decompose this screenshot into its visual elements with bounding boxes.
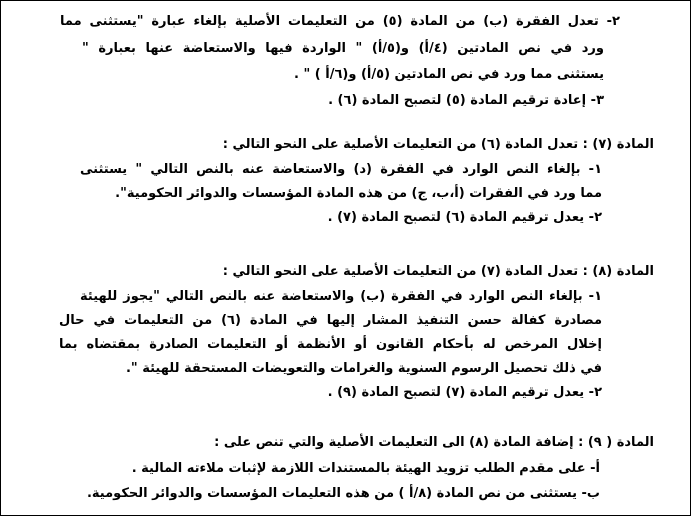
article-9-item-b: ب- يستثنى من نص المادة (٨/أ ) من هذه التعليمات المؤسسات والدوائر الحكومية. (86, 486, 600, 501)
article-8-item-1-line-2: مصادرة كفالة حسن التنفيذ المشار إليها في المادة (٦) من التعليمات في حال (59, 313, 602, 328)
article-9-heading: المادة ( ٩) : إضافة المادة (٨) الى التعليمات الأصلية والتي تنص على : (214, 435, 654, 450)
top-item-3: ٣- إعادة ترقيم المادة (٥) لتصبح المادة (٦) . (328, 93, 604, 108)
article-7-heading: المادة (٧) : تعدل المادة (٦) من التعليمات الأصلية على النحو التالي : (222, 137, 654, 152)
article-7-item-1-line-2: مما ورد في الفقرات (أ،ب، ج) من هذه المادة المؤسسات والدوائر الحكومية". (115, 186, 602, 201)
article-7-item-1-line-1: ١- بإلغاء النص الوارد في الفقرة (د) والاستعاضة عنه بالنص التالي " يستثنى (80, 162, 602, 177)
article-7-item-2: ٢- يعدل ترقيم المادة (٦) لتصبح المادة (٧) . (327, 210, 602, 225)
article-8-item-2: ٢- يعدل ترقيم المادة (٧) لتصبح المادة (٩) . (327, 385, 602, 400)
top-item-2-line-2: ورد في نص المادتين (٤/أ) و(٥/أ) " الواردة فيها والاستعاضة عنها بعبارة " (82, 41, 604, 56)
top-item-2-line-3: يستثنى مما ورد في نص المادتين (٥/أ) و(٦/أ ) " . (294, 67, 604, 82)
article-8-item-1-line-1: ١- بإلغاء النص الوارد في الفقرة (ب) والاستعاضة عنه بالنص التالي "يجوز للهيئة (80, 289, 602, 304)
article-8-item-1-line-3: إخلال المرخص له بأحكام القانون أو الأنظمة أو التعليمات الصادرة بمقتضاه بما (59, 337, 602, 352)
article-8-heading: المادة (٨) : تعدل المادة (٧) من التعليمات الأصلية على النحو التالي : (222, 264, 654, 279)
top-item-2-line-1: ٢- تعدل الفقرة (ب) من المادة (٥) من التعليمات الأصلية بإلغاء عبارة "يستثنى مما (60, 14, 620, 29)
article-9-item-a: أ- على مقدم الطلب تزويد الهيئة بالمستندات اللازمة لإثبات ملاءته المالية . (131, 461, 600, 476)
article-8-item-1-line-4: في ذلك تحصيل الرسوم السنوية والغرامات والتعويضات المستحقة للهيئة ". (125, 361, 602, 376)
